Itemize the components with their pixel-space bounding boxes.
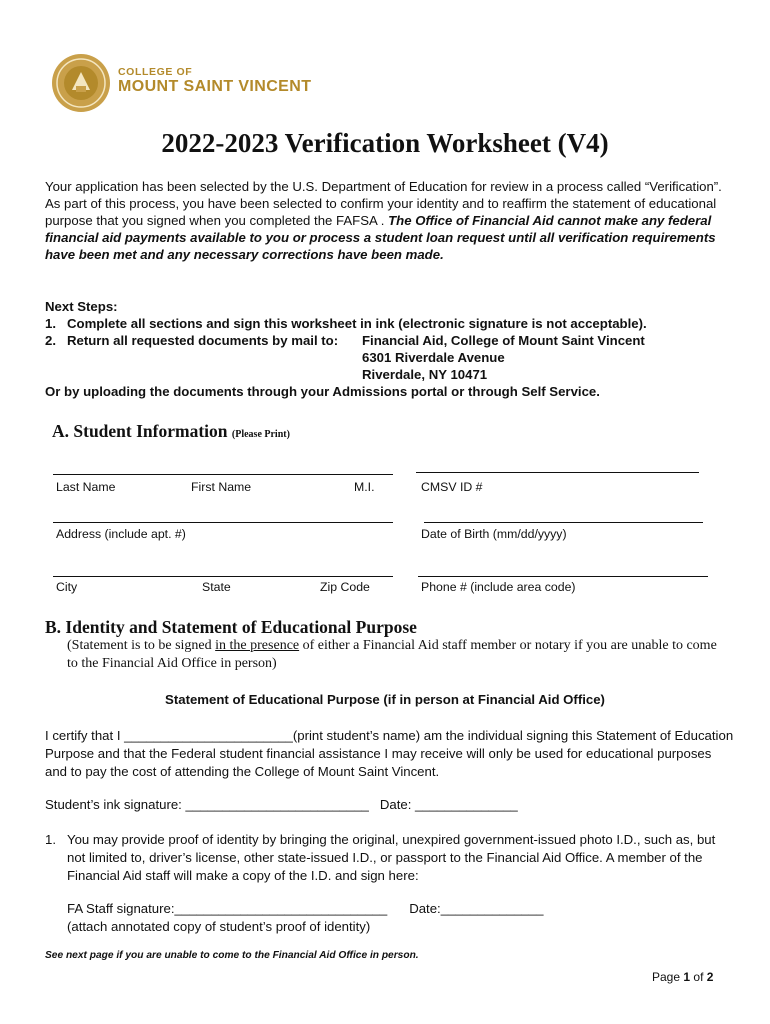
page-title: 2022-2023 Verification Worksheet (V4)	[161, 128, 609, 158]
cmsv-id-input-line[interactable]	[416, 472, 699, 473]
student-date-field[interactable]: Date: ______________	[379, 797, 518, 812]
item-1-number: 1.	[45, 832, 56, 847]
cmsv-id-label: CMSV ID #	[421, 480, 483, 494]
section-a-heading	[52, 421, 290, 442]
fa-staff-date-field[interactable]: Date:______________	[409, 901, 544, 916]
item-1-text: You may provide proof of identity by bringing the original, unexpired government-issued photo I.D., such as, but not limited to, driver’s license, other state-issued I.D., or passport to the Financial Aid Office. A member of the Financial Aid staff will make a copy of the I.D. and sign here:	[67, 832, 716, 883]
address-input-line[interactable]	[53, 522, 393, 523]
mi-label: M.I.	[354, 480, 375, 494]
page-of: of	[693, 970, 704, 984]
first-name-label: First Name	[191, 480, 252, 494]
last-name-label: Last Name	[56, 480, 116, 494]
mail-address-line-1: Financial Aid, College of Mount Saint Vincent	[362, 333, 645, 348]
intro-text: Your application has been selected by the U.S. Department of Education for review in a process called “Verification”. As part of this process, you have been selected to confirm your identity and to reaffirm the statement of educational purpose that you signed when you completed the FAFSA .	[45, 179, 722, 228]
student-signature-field[interactable]: Student’s ink signature: _________________________	[45, 797, 369, 812]
page-current: 1	[683, 970, 691, 984]
fa-staff-signature-field[interactable]: FA Staff signature:_____________________________	[67, 901, 388, 916]
section-b-note-text-end: of either a Financial Aid staff member or notary if you are unable to come to the Financial Aid Office in person)	[67, 638, 717, 671]
college-logo	[50, 52, 350, 118]
statement-title: Statement of Educational Purpose (if in person at Financial Aid Office)	[165, 692, 605, 707]
mail-address-line-3: Riverdale, NY 10471	[362, 367, 488, 382]
section-b-note-text: (Statement is to be signed	[67, 638, 216, 653]
city-state-zip-input-line[interactable]	[53, 576, 393, 577]
dob-input-line[interactable]	[424, 522, 703, 523]
fa-staff-note: (attach annotated copy of student’s proof of identity)	[67, 919, 371, 934]
logo-line-2: MOUNT SAINT VINCENT	[118, 78, 312, 95]
name-input-line[interactable]	[53, 474, 393, 475]
intro-paragraph	[45, 178, 725, 263]
state-label: State	[202, 580, 231, 594]
step-2-number: 2.	[45, 333, 56, 348]
step-1-text: Complete all sections and sign this worksheet in ink (electronic signature is not acceptable).	[67, 316, 647, 331]
student-signature-row	[45, 797, 518, 812]
upload-instructions: Or by uploading the documents through your Admissions portal or through Self Service.	[45, 384, 600, 399]
section-b-note-underlined: in the presence	[215, 638, 300, 653]
zip-label: Zip Code	[320, 580, 370, 594]
section-a-title: Student Information	[73, 421, 228, 441]
address-label: Address (include apt. #)	[56, 527, 186, 541]
dob-label: Date of Birth (mm/dd/yyyy)	[421, 527, 567, 541]
proof-of-identity-item	[45, 831, 735, 885]
city-label: City	[56, 580, 78, 594]
phone-label: Phone # (include area code)	[421, 580, 576, 594]
section-b-note	[67, 637, 727, 673]
next-page-note: See next page if you are unable to come to the Financial Aid Office in person.	[45, 950, 419, 961]
step-2-text: Return all requested documents by mail to:	[67, 333, 339, 348]
next-steps	[45, 298, 725, 400]
section-b-title: B. Identity and Statement of Educational Purpose	[45, 617, 417, 637]
section-a-letter: A.	[52, 421, 70, 441]
mail-address-line-2: 6301 Riverdale Avenue	[362, 350, 505, 365]
logo-line-1: COLLEGE OF	[118, 66, 193, 78]
section-a-note: (Please Print)	[231, 429, 290, 440]
fa-staff-signature-block	[67, 900, 543, 936]
certification-text: I certify that I _______________________(print student’s name) am the individual signing this Statement of Education Purpose and that the Federal student financial assistance I may receive will only be used for educational purposes and to pay the cost of attending the College of Mount Saint Vincent.	[45, 728, 734, 779]
section-b-heading	[45, 617, 417, 638]
next-steps-heading: Next Steps:	[45, 299, 118, 314]
phone-input-line[interactable]	[418, 576, 708, 577]
page-number	[652, 970, 713, 984]
intro-emphasis: The Office of Financial Aid cannot make any federal financial aid payments available to you or process a student loan request until all verification requirements have been met and any necessary corrections have been made.	[45, 213, 716, 262]
page-total: 2	[706, 970, 714, 984]
page-word: Page	[652, 970, 681, 984]
college-seal-icon	[50, 52, 112, 114]
step-1-number: 1.	[45, 316, 56, 331]
